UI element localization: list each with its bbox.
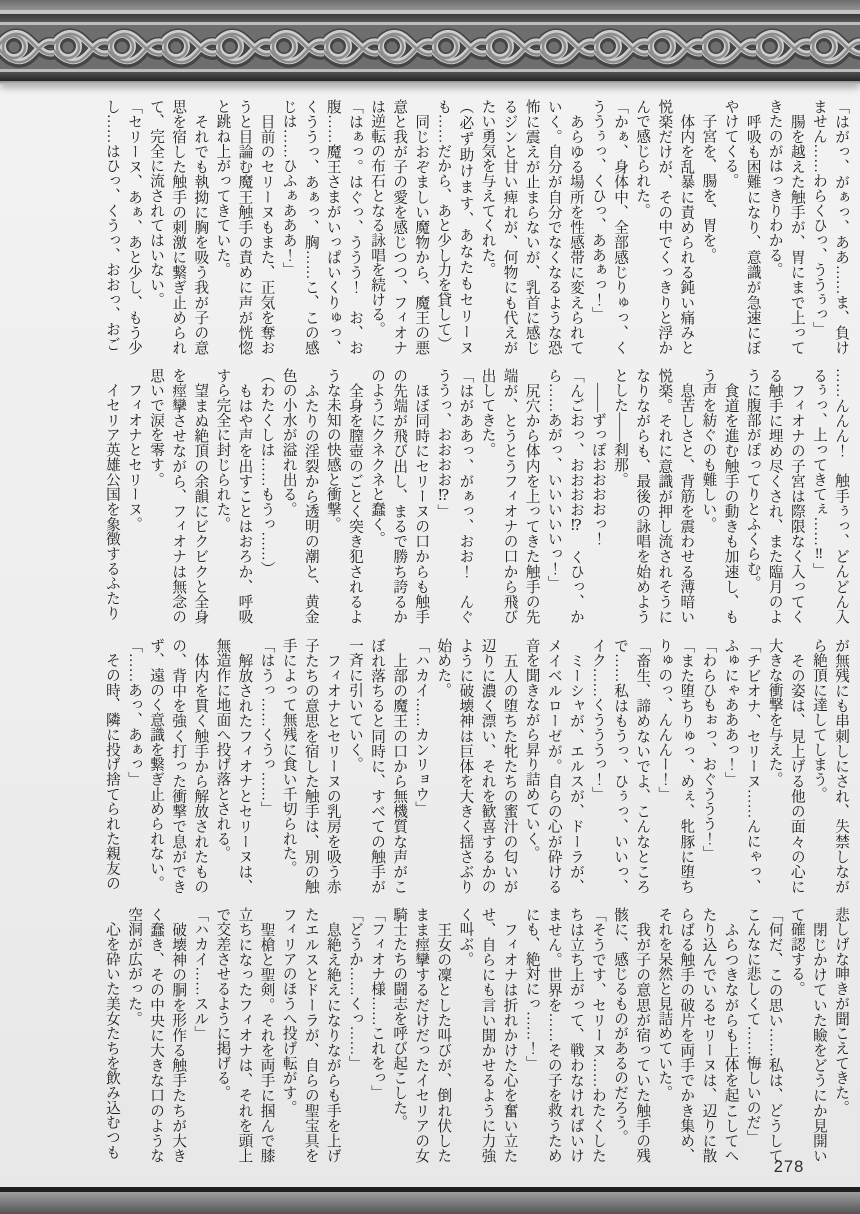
paragraph: その姿は、見上げる他の面々の心に大きな衝撃を与えた。 bbox=[766, 638, 805, 894]
paragraph: 「また堕ちりゅっ、めぇ、牝豚に堕ちりゅのっ、んんんー！」 bbox=[656, 638, 695, 894]
paragraph: 体内を貫く触手から解放されたものの、背中を強く打った衝撃で息ができず、遠のく意識を繋ぎ止められない。 bbox=[148, 638, 209, 894]
paragraph: 「はがっ、がぁっ、ああ……ま、負けません……わらくひっ、ううぅっ」 bbox=[810, 99, 849, 355]
paragraph: ミーシャが、エルスが、ドーラが、メイベルローゼが。自らの心が砕ける音を聞きながら昇り詰めていく。 bbox=[523, 638, 584, 894]
paragraph: 心を砕いた美女たちを飲み込むつも bbox=[103, 907, 120, 1160]
paragraph: 「はがああっ、がぁっ、おお！ んぐううっ、おおおお⁉」 bbox=[435, 368, 474, 624]
paragraph: イセリア英雄公国を象徴するふたり bbox=[103, 368, 120, 621]
paragraph: 閉じかけていた瞼をどうにか見開いて確認する。 bbox=[788, 907, 827, 1163]
paragraph: 食道を進む触手の動きも加速し、もう声を紡ぐのも難しい。 bbox=[700, 368, 739, 624]
paragraph: 望まぬ絶頂の余韻にビクビクと全身を痙攣させながら、フィオナは無念の思いで涙を零す。 bbox=[148, 368, 209, 624]
paragraph: 「何だ、この思い……私は、どうしてこんなに悲しくて……悔しいのだ」 bbox=[744, 907, 783, 1163]
paragraph: 「畜生、諦めないでよ、こんなところで……私はもうっ、ひぅっ、いいっ、イク……くうううっ！」 bbox=[589, 638, 651, 894]
text-band-1 bbox=[101, 99, 852, 355]
paragraph: ふたりの淫裂から透明の潮と、黄金色の小水が溢れ出る。 bbox=[280, 368, 319, 624]
paragraph: 「はぁっ。はぐっ、ううう！ お、お腹……魔王さまがいっぱいくりゅっ、くううっ、あぁっ、胸……こ、この感じは……ひふぁあああ！」 bbox=[280, 99, 363, 355]
border-bottom bbox=[0, 1187, 860, 1214]
paragraph: 息苦しさと、背筋を震わせる薄暗い悦楽。それに意識が押し流されそうになりながらも、最後の詠唱を始めようとした――刹那。 bbox=[612, 368, 695, 624]
paragraph: 「……あっ、あぁっ」 bbox=[126, 638, 142, 787]
paragraph: 「どうか……くっ……」 bbox=[346, 907, 363, 1071]
paragraph: 「フィオナ様……これをっ」 bbox=[369, 907, 386, 1101]
paragraph: 「チビオナ、セリーヌ……んにゃっ、ふゅにゃあああっ！」 bbox=[722, 638, 761, 894]
paragraph: 解放されたフィオナとセリーヌは、無造作に地面へ投げ落とされる。 bbox=[214, 638, 253, 894]
paragraph: 「ハカイ……カンリョウ」 bbox=[413, 638, 430, 817]
paragraph: 全身を膣壺のごとく突き犯されるような未知の快感と衝撃。 bbox=[324, 368, 363, 624]
paragraph: が無残にも串刺しにされ、失禁しながら絶頂に達してしまう。 bbox=[810, 638, 849, 894]
celtic-knot-svg bbox=[0, 25, 860, 69]
paragraph: （わたくしは……もうっ……） bbox=[258, 368, 275, 576]
paragraph: （必ず助けます、あなたもセリーヌも……だから、あと少し力を貸して） bbox=[435, 99, 474, 355]
paragraph: ……んんん！ 触手ぅっ、どんどん入るぅっ、上ってきてぇ……‼」 bbox=[810, 368, 849, 624]
paragraph: 尻穴から体内を上ってきた触手の先端が、とうとうフィオナの口から飛び出してきた。 bbox=[479, 368, 540, 624]
celtic-knot-pattern bbox=[0, 25, 860, 69]
celtic-border-top bbox=[0, 0, 860, 84]
paragraph: 「ハカイ……スル」 bbox=[192, 907, 209, 1041]
paragraph: 息絶え絶えになりながらも手を上げたエルスとドーラが、自らの聖宝具をフィリアのほうへ投げ転がす。 bbox=[280, 907, 341, 1163]
paragraph: もはや声を出すことはおろか、呼吸すら完全に封じられた。 bbox=[214, 368, 253, 624]
paragraph: 目前のセリーヌもまた、正気を奪おうと目論む魔王触手の責めに声が恍惚と跳ね上がってきていた。 bbox=[214, 99, 275, 355]
paragraph: 「セリーヌ、あぁ、あと少し、もう少し……はひっ、くうっ、おおっ、おご bbox=[103, 99, 142, 355]
paragraph: 五人の堕ちた牝たちの蜜汁の匂いが辺りに濃く漂い、それを歓喜するかのように破壊神は巨体を大きく揺さぶり始めた。 bbox=[435, 638, 518, 894]
paragraph: フィオナは折れかけた心を奮い立たせ、自らにも言い聞かせるように力強く叫ぶ。 bbox=[457, 907, 518, 1163]
paragraph: フィオナとセリーヌ。 bbox=[126, 368, 142, 532]
paragraph: 体内を乱暴に責められる鈍い痛みと悦楽だけが、その中でくっきりと浮かんで感じられた。 bbox=[634, 99, 695, 355]
paragraph: フィオナとセリーヌの乳房を吸う赤子たちの意思を宿した触手は、別の触手によって無残に食い千切られた。 bbox=[280, 638, 341, 894]
paragraph: 「そうです、セリーヌ……わたくしたちは立ち上がって、戦わなければいけません。世界を……その子を救うためにも、絶対にっ……！」 bbox=[523, 907, 606, 1163]
paragraph: 「んごおっ、おおおお⁉ くひっ、から……あがっ、いいいいいっ！」 bbox=[545, 368, 584, 624]
paragraph: 王女の凜とした叫びが、倒れ伏したまま痙攣するだけだったイセリアの女騎士たちの闘志を呼び起こした。 bbox=[391, 907, 452, 1163]
paragraph: フィオナの子宮は際限なく入ってくる触手に埋め尽くされ、また臨月のように腹部がぽってりとふくらむ。 bbox=[744, 368, 805, 624]
page-number: 278 bbox=[773, 1158, 805, 1176]
text-band-4 bbox=[101, 907, 852, 1163]
paragraph: 上部の魔王の口から無機質な声がこぼれ落ちると同時に、すべての触手が一斉に引いていく。 bbox=[346, 638, 408, 894]
paragraph: 悲しげな呻きが聞こえてきた。 bbox=[833, 907, 849, 1115]
paragraph: あらゆる場所を性感帯に変えられていく。自分が自分でなくなるような恐怖に震えが止まらないが、乳首に感じるジンと甘い痺れが、何物にも代えがたい勇気を与えてくれた。 bbox=[479, 99, 584, 355]
paragraph: その時、隣に投げ捨てられた親友の bbox=[103, 638, 120, 891]
text-band-3 bbox=[101, 638, 852, 894]
metal-fade-line bbox=[0, 81, 860, 84]
paragraph: 子宮を、腸を、胃を。 bbox=[700, 99, 717, 263]
paragraph: 呼吸も困難になり、意識が急速にぼやけてくる。 bbox=[722, 99, 761, 355]
text-band-2 bbox=[101, 368, 852, 624]
paragraph: ふらつきながらも上体を起こしてへたり込んでいるセリーヌは、辺りに散らばる触手の破片を両手でかき集め、それを呆然と見詰めていた。 bbox=[656, 907, 739, 1163]
metal-dark-bar bbox=[0, 72, 860, 81]
paragraph: 腸を越えた触手が、胃にまで上ってきたのがはっきりわかる。 bbox=[766, 99, 805, 355]
paragraph: 破壊神の胴を形作る触手たちが大きく蠢き、その中央に大きな口のような空洞が広がった。 bbox=[126, 907, 187, 1163]
paragraph: 「はうっ……くうっ……」 bbox=[258, 638, 275, 817]
paragraph: ――ずっぽおおおおっ！ bbox=[589, 368, 606, 547]
paragraph: 同じおぞましい魔物から、魔王の悪意と我が子の愛を感じつつ、フィオナは逆転の布石となる詠唱を続ける。 bbox=[369, 99, 430, 355]
paragraph: ほぼ同時にセリーヌの口からも触手の先端が飛び出し、まるで勝ち誇るかのようにクネクネと蠢く。 bbox=[369, 368, 430, 624]
metal-dark-bar bbox=[0, 14, 860, 22]
paragraph: 聖槍と聖剣。それを両手に掴んで膝立ちになったフィオナは、それを頭上で交差させるように掲げる。 bbox=[214, 907, 275, 1163]
paragraph: 「わらひもぉっ、おぐううう！」 bbox=[700, 638, 717, 861]
paragraph: 我が子の意思が宿っていた触手の残骸に、感じるものがあるのだろう。 bbox=[612, 907, 651, 1163]
paragraph: それでも執拗に胸を吸う我が子の意思を宿した触手の刺激に繋ぎ止められて、完全に流されてはいない。 bbox=[148, 99, 209, 355]
paragraph: 「かぁ、身体中、全部感じりゅっ、くううぅっ、くひっ、ああぁっ！」 bbox=[589, 99, 629, 355]
metal-bar-top bbox=[0, 0, 860, 10]
